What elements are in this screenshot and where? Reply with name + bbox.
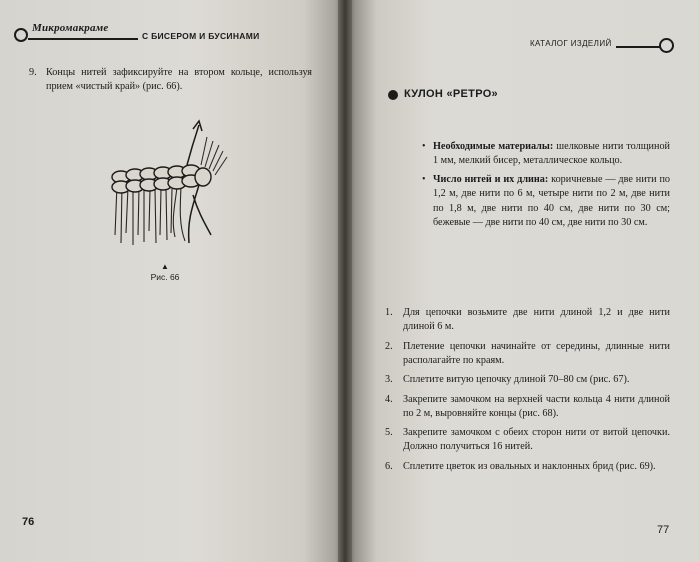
- page-number-right: 77: [657, 524, 670, 536]
- instruction-step: [385, 340, 670, 368]
- threads-text: коричневые — две нити по 1,2 м, две нити по 6 м, четыре нити по 2 м, две нити по 1,8 м, две нити по 40 см, две нити по 30 см; бежевые — две нити по 40 см, две нити по 30 см.: [433, 173, 670, 229]
- instruction-step: [385, 393, 670, 421]
- instruction-step: [385, 373, 670, 387]
- materials-item: [424, 140, 670, 169]
- project-title-text: КУЛОН «РЕТРО»: [404, 88, 498, 100]
- step-number: 6.: [385, 460, 393, 472]
- materials-text: шелковые нити толщиной 1 мм, мелкий бисер, металлическое кольцо.: [433, 141, 670, 167]
- ring-icon: [659, 38, 674, 53]
- bullet-dot-icon: [388, 90, 398, 100]
- figure-caption: [135, 262, 195, 282]
- step-text: Для цепочки возьмите две нити длиной 1,2 и две нити длиной 6 м.: [403, 307, 670, 332]
- running-header-left: [14, 22, 314, 46]
- step-text: Плетение цепочки начинайте от середины, длинные нити располагайте по краям.: [403, 340, 670, 366]
- threads-item: [424, 173, 670, 231]
- instruction-step: [385, 426, 670, 454]
- figure-caption-text: Рис. 66: [150, 272, 180, 282]
- ring-icon: [14, 28, 28, 42]
- triangle-marker-icon: ▲: [161, 262, 169, 271]
- book-gutter: [338, 0, 352, 562]
- step-text: Закрепите замочком на верхней части кольца 4 нити длиной по 2 м, выровняйте концы (рис. 68).: [403, 393, 670, 419]
- section-title: КАТАЛОГ ИЗДЕЛИЙ: [530, 39, 612, 48]
- series-subtitle: С БИСЕРОМ И БУСИНАМИ: [142, 31, 260, 41]
- instruction-step: [385, 460, 670, 474]
- series-title: Микромакраме: [32, 22, 109, 34]
- step-number: 3.: [385, 374, 393, 385]
- step-text: Сплетите цветок из овальных и наклонных брид (рис. 69).: [403, 460, 656, 472]
- step-number: 5.: [385, 427, 393, 438]
- header-rule: [616, 46, 660, 48]
- step-text: Закрепите замочком с обеих сторон нити от витой цепочки. Должно получиться 16 нитей.: [403, 427, 670, 452]
- step-number: 2.: [385, 340, 393, 352]
- instruction-step: [385, 306, 670, 334]
- materials-label: Необходимые материалы:: [433, 141, 554, 152]
- running-header-right: [530, 36, 680, 56]
- bullet-icon: •: [422, 173, 426, 185]
- figure-66-illustration: [95, 115, 245, 260]
- step-number: 4.: [385, 393, 393, 405]
- instruction-steps: [385, 306, 670, 479]
- step-number: 1.: [385, 307, 393, 318]
- instruction-step: [29, 66, 312, 94]
- materials-list: [424, 140, 670, 234]
- step-text: Сплетите витую цепочку длиной 70–80 см (рис. 67).: [403, 374, 630, 385]
- bullet-icon: •: [422, 141, 426, 152]
- step-number: 9.: [29, 67, 37, 78]
- step-text: Концы нитей зафиксируйте на втором кольце, используя прием «чистый край» (рис. 66).: [46, 67, 312, 92]
- page-number-left: 76: [22, 516, 35, 528]
- threads-label: Число нитей и их длина:: [433, 173, 549, 185]
- header-rule: [28, 38, 138, 40]
- left-page: [0, 0, 345, 562]
